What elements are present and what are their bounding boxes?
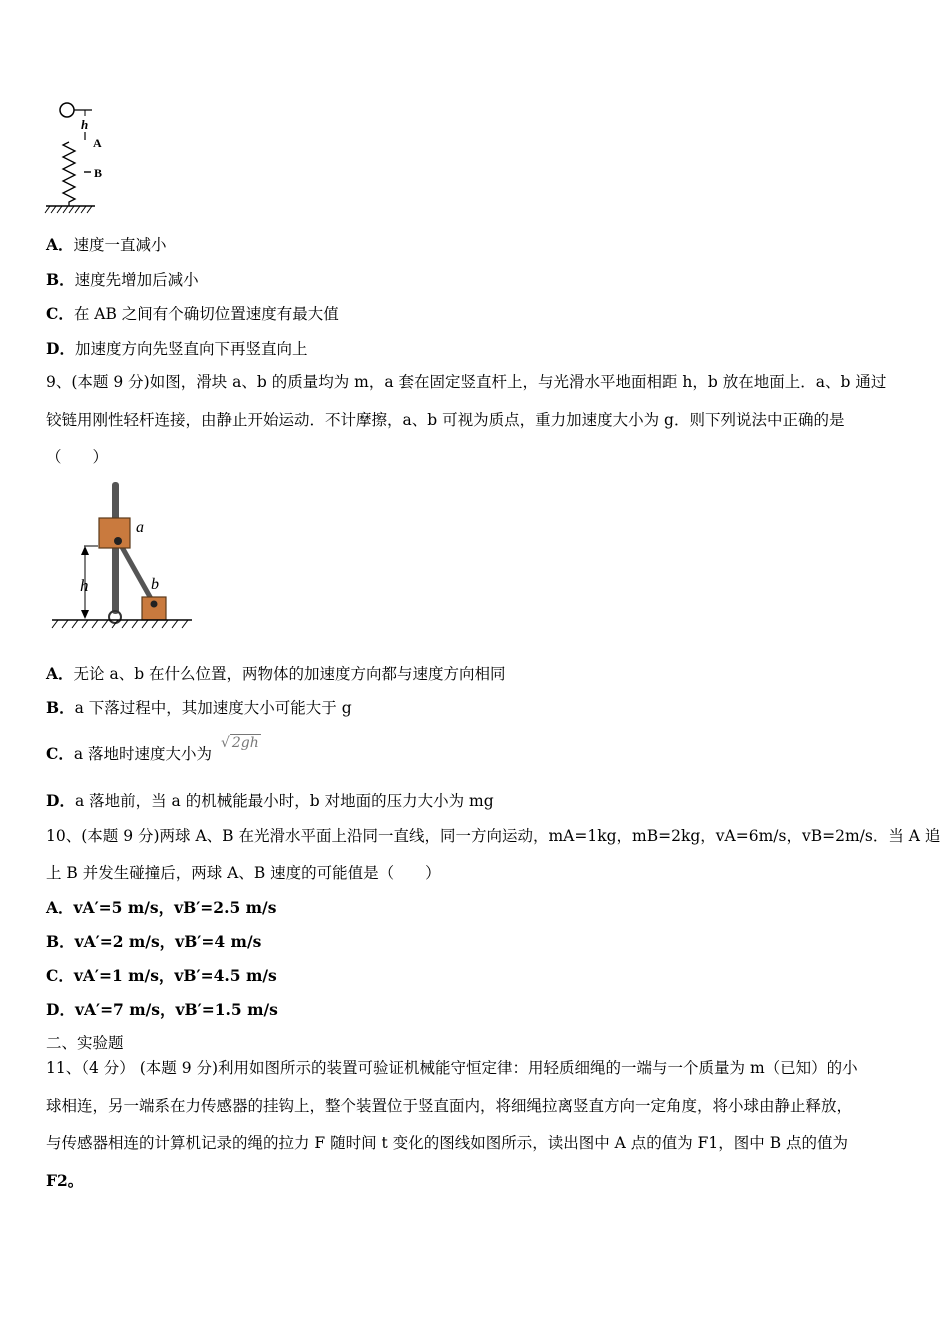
label-h: h [81,117,89,132]
height-label: h [80,576,89,595]
q8-option-c: C．在 AB 之间有个确切位置速度有最大值 [46,304,339,323]
rigid-rod [118,540,154,604]
slider-b-block [142,597,166,620]
slider-a-block [99,518,130,548]
section-title: 二、实验题 [46,1034,124,1052]
ball-icon [60,103,74,117]
q11-stem-line1: 11、（4 分） (本题 9 分)利用如图所示的装置可验证机械能守恒定律：用轻质细绳的一端与一个质量为 m（已知）的小 [46,1059,858,1077]
q11-stem-line4: F2。 [46,1171,84,1190]
slider-b-label: b [151,576,159,593]
q9-stem-line1: 9、(本题 9 分)如图，滑块 a、b 的质量均为 m，a 套在固定竖直杆上，与光滑水平地面相距 h，b 放在地面上．a、b 通过 [46,373,887,391]
q8-option-b: B．速度先增加后减小 [46,270,199,289]
q10-stem-line1: 10、(本题 9 分)两球 A、B 在光滑水平面上沿同一直线，同一方向运动，mA=1kg，mB=2kg，vA=6m/s，vB=2m/s．当 A 追 [46,827,941,845]
q10-option-c: C．vA′=1 m/s，vB′=4.5 m/s [46,966,277,985]
q10-option-a: A．vA′=5 m/s，vB′=2.5 m/s [46,898,277,917]
q9-option-c: C．a 落地时速度大小为 √ 2gh [46,735,259,763]
label-a: A [93,136,102,150]
sqrt-formula: √ 2gh [220,735,259,751]
q9-option-b: B．a 下落过程中，其加速度大小可能大于 g [46,698,352,717]
q9-option-d: D．a 落地前，当 a 的机械能最小时，b 对地面的压力大小为 mg [46,791,494,810]
q9-stem-line2: 铰链用刚性轻杆连接，由静止开始运动．不计摩擦，a、b 可视为质点，重力加速度大小为 g．则下列说法中正确的是 [46,411,845,429]
q9-option-a: A．无论 a、b 在什么位置，两物体的加速度方向都与速度方向相同 [46,664,506,683]
label-b: B [94,166,103,180]
q10-option-d: D．vA′=7 m/s，vB′=1.5 m/s [46,1000,278,1019]
slider-rod-figure [48,478,196,634]
spring-icon [63,142,75,206]
slider-a-label: a [136,519,144,536]
q10-stem-line2: 上 B 并发生碰撞后，两球 A、B 速度的可能值是（ ） [46,864,441,882]
spring-ball-figure [40,96,110,218]
q11-stem-line3: 与传感器相连的计算机记录的绳的拉力 F 随时间 t 变化的图线如图所示，读出图中 A 点的值为 F1，图中 B 点的值为 [46,1134,849,1152]
q9-stem-line3: （ ） [46,448,109,466]
q10-option-b: B．vA′=2 m/s，vB′=4 m/s [46,932,262,951]
q11-stem-line2: 球相连，另一端系在力传感器的挂钩上，整个装置位于竖直面内，将细绳拉离竖直方向一定角度，将小球由静止释放， [46,1097,853,1115]
q8-option-a: A．速度一直减小 [46,235,167,254]
q8-option-d: D．加速度方向先竖直向下再竖直向上 [46,339,308,358]
